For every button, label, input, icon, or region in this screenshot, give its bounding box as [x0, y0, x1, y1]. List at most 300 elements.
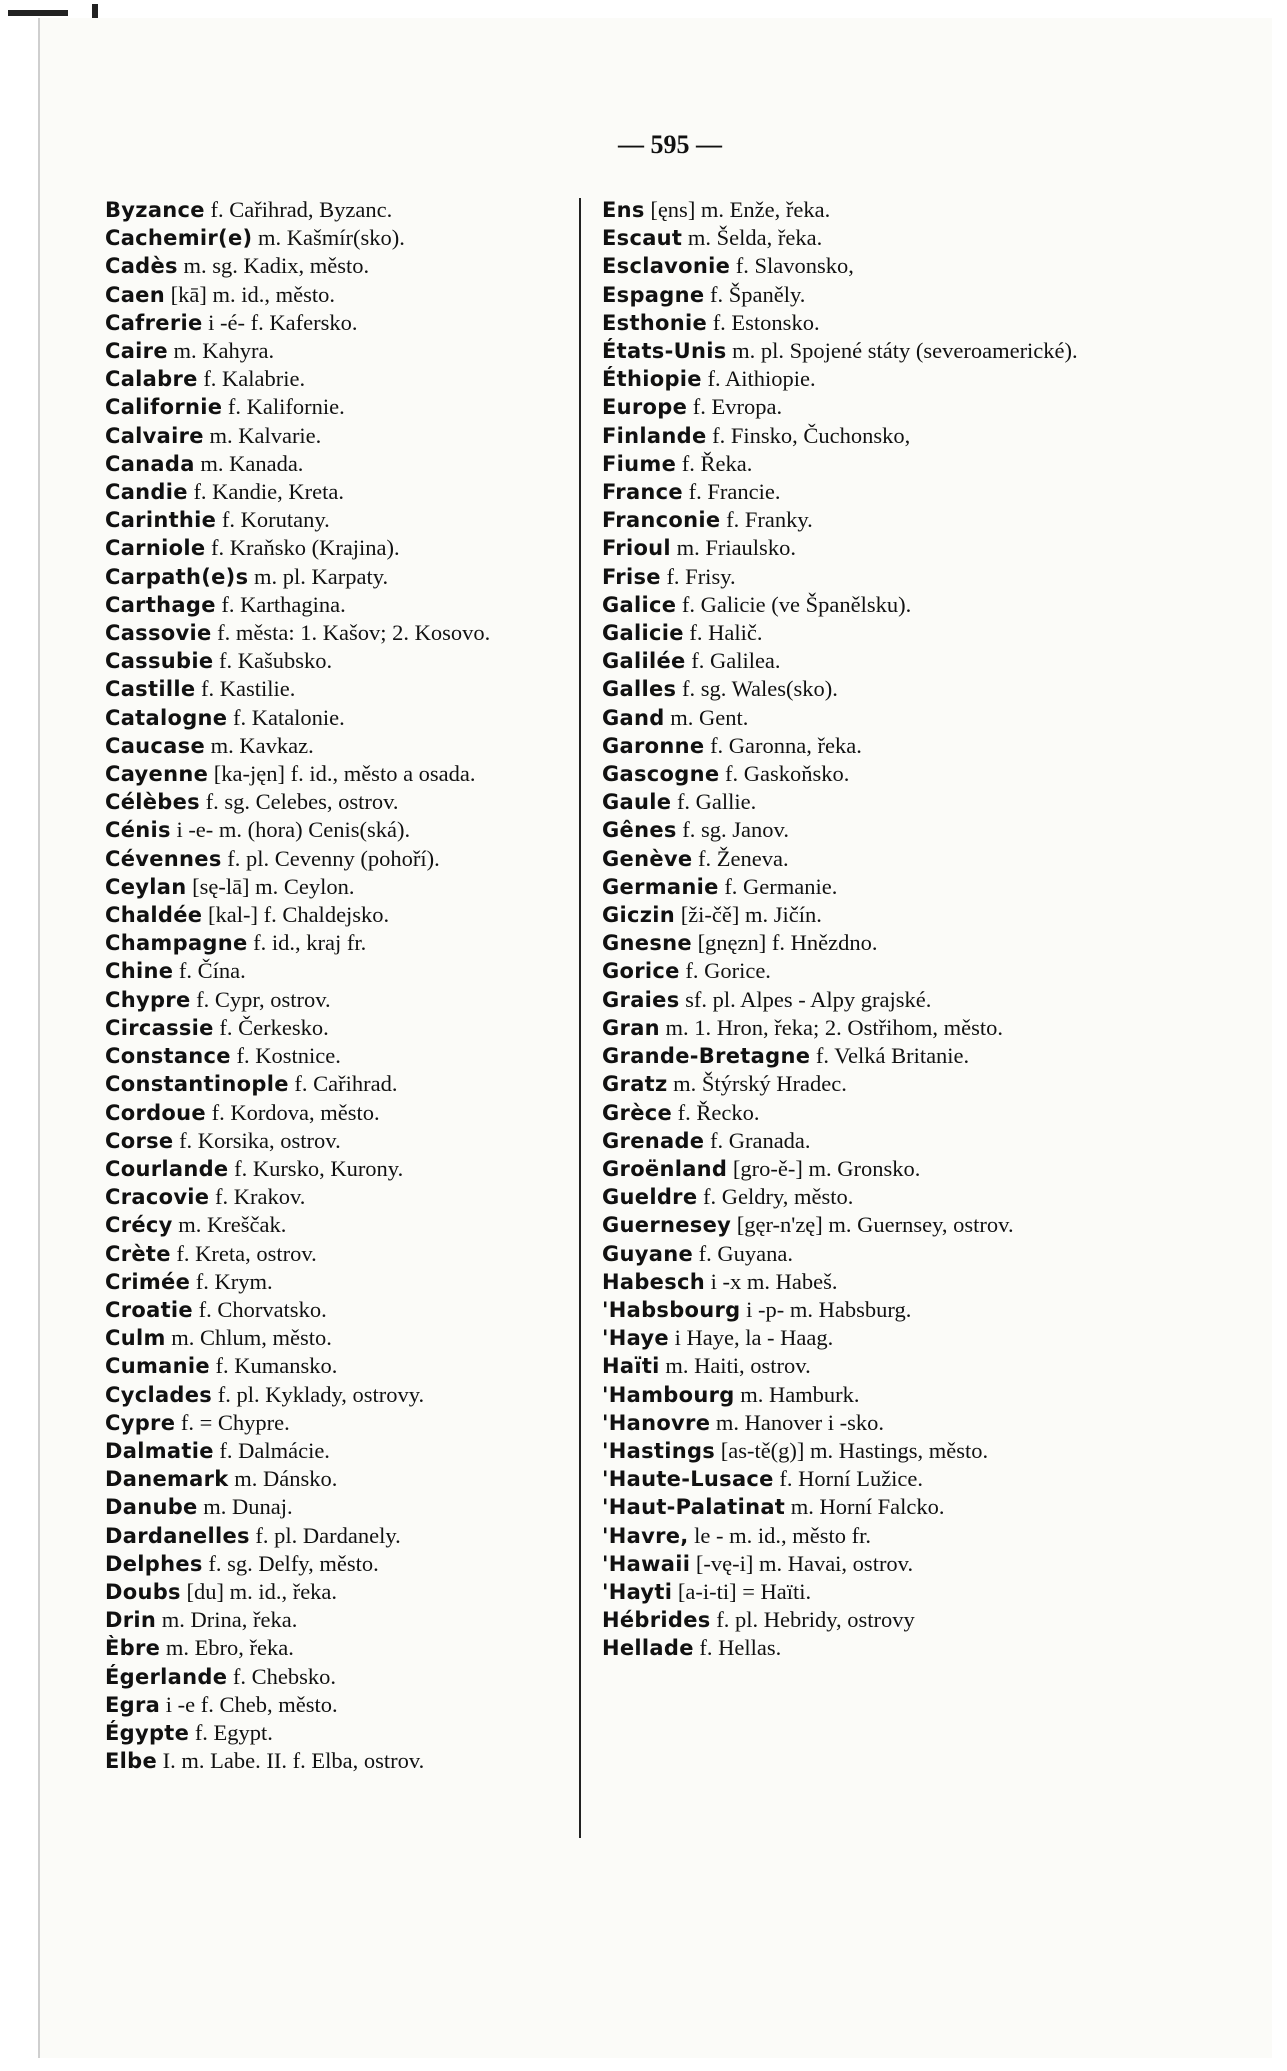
- entry-definition: f. Garonna, řeka.: [704, 732, 862, 758]
- entry-headword: Carthage: [105, 592, 216, 617]
- dictionary-entry: [602, 393, 1102, 421]
- entry-definition: [gęr-n'zę] m. Guernsey, ostrov.: [731, 1212, 1014, 1238]
- entry-definition: le - m. id., město fr.: [688, 1522, 872, 1548]
- entry-definition: f. Kandie, Kreta.: [187, 479, 344, 505]
- entry-headword: Chypre: [105, 987, 191, 1012]
- dictionary-entry: [602, 1155, 1102, 1183]
- entry-definition: i -e- m. (hora) Cenis(ská).: [170, 817, 411, 843]
- entry-definition: i Haye, la - Haag.: [668, 1325, 834, 1351]
- dictionary-entry: [602, 1042, 1102, 1070]
- entry-headword: Chine: [105, 959, 174, 984]
- entry-headword: Èbre: [105, 1636, 161, 1661]
- entry-headword: 'Haute-Lusace: [602, 1467, 774, 1492]
- dictionary-entry: [602, 732, 1102, 760]
- entry-headword: Corse: [105, 1128, 174, 1153]
- entry-headword: Doubs: [105, 1579, 181, 1604]
- dictionary-entry: [105, 1634, 595, 1662]
- entry-definition: f. pl. Dardanely.: [249, 1522, 401, 1548]
- entry-headword: Galicie: [602, 621, 684, 646]
- entry-definition: f. Kreta, ostrov.: [170, 1240, 317, 1266]
- entry-headword: 'Hayti: [602, 1579, 673, 1604]
- dictionary-entry: [602, 873, 1102, 901]
- entry-headword: Cordoue: [105, 1100, 206, 1125]
- dictionary-entry: [105, 1183, 595, 1211]
- entry-definition: m. Gent.: [664, 704, 749, 730]
- entry-definition: f. sg. Wales(sko).: [676, 676, 838, 702]
- entry-definition: f. Francie.: [682, 479, 781, 505]
- entry-definition: f. Řecko.: [672, 1099, 760, 1125]
- dictionary-entry: [602, 1099, 1102, 1127]
- dictionary-entry: [105, 1127, 595, 1155]
- entry-definition: m. Friaulsko.: [670, 535, 796, 561]
- dictionary-entry: [105, 1437, 595, 1465]
- entry-headword: Champagne: [105, 931, 248, 956]
- entry-definition: f. Kraňsko (Krajina).: [205, 535, 400, 561]
- dictionary-entry: [105, 1550, 595, 1578]
- entry-headword: Dalmatie: [105, 1438, 214, 1463]
- entry-definition: f. Kalabrie.: [197, 366, 306, 392]
- entry-definition: I. m. Labe. II. f. Elba, ostrov.: [157, 1748, 425, 1774]
- entry-definition: [a-i-ti] = Haïti.: [672, 1578, 812, 1604]
- dictionary-entry: [602, 901, 1102, 929]
- entry-definition: i -é- f. Kafersko.: [202, 309, 358, 335]
- entry-definition: [du] m. id., řeka.: [180, 1578, 338, 1604]
- dictionary-entry: [105, 422, 595, 450]
- entry-headword: Graies: [602, 987, 680, 1012]
- dictionary-entry: [105, 1211, 595, 1239]
- entry-headword: 'Hawaii: [602, 1551, 691, 1576]
- entry-definition: m. Chlum, město.: [165, 1325, 332, 1351]
- entry-headword: Franconie: [602, 508, 721, 533]
- dictionary-entry: [105, 986, 595, 1014]
- dictionary-entry: [105, 534, 595, 562]
- dictionary-entry: [105, 224, 595, 252]
- entry-headword: Carinthie: [105, 508, 217, 533]
- entry-headword: États-Unis: [602, 339, 727, 364]
- dictionary-entry: [602, 1324, 1102, 1352]
- entry-headword: Canada: [105, 451, 195, 476]
- dictionary-entry: [602, 986, 1102, 1014]
- dictionary-entry: [105, 337, 595, 365]
- dictionary-entry: [602, 1522, 1102, 1550]
- dictionary-entry: [105, 1522, 595, 1550]
- entry-headword: Danube: [105, 1495, 198, 1520]
- entry-headword: 'Haut-Palatinat: [602, 1495, 786, 1520]
- dictionary-entry: [105, 704, 595, 732]
- entry-definition: f. Hellas.: [693, 1635, 782, 1661]
- dictionary-entry: [105, 1606, 595, 1634]
- entry-definition: f. Korsika, ostrov.: [173, 1127, 341, 1153]
- dictionary-entry: [602, 1634, 1102, 1662]
- entry-definition: f. Slavonsko,: [730, 253, 854, 279]
- entry-definition: m. Drina, řeka.: [156, 1607, 298, 1633]
- entry-headword: Escaut: [602, 226, 683, 251]
- dictionary-entry: [602, 957, 1102, 985]
- dictionary-entry: [105, 788, 595, 816]
- entry-headword: Esthonie: [602, 310, 708, 335]
- entry-definition: i -p- m. Habsburg.: [740, 1296, 912, 1322]
- dictionary-entry: [105, 1296, 595, 1324]
- dictionary-entry: [602, 252, 1102, 280]
- entry-headword: Drin: [105, 1608, 157, 1633]
- dictionary-entry: [602, 591, 1102, 619]
- entry-headword: Finlande: [602, 423, 707, 448]
- entry-definition: i -e f. Cheb, město.: [160, 1691, 338, 1717]
- entry-headword: Dardanelles: [105, 1523, 250, 1548]
- dictionary-entry: [602, 1578, 1102, 1606]
- page-number: — 595 —: [618, 130, 722, 159]
- entry-definition: f. Kordova, město.: [205, 1099, 380, 1125]
- entry-headword: Gênes: [602, 818, 677, 843]
- entry-definition: f. id., kraj fr.: [247, 930, 367, 956]
- entry-headword: Cumanie: [105, 1354, 210, 1379]
- entry-headword: Crécy: [105, 1213, 173, 1238]
- dictionary-entry: [105, 1268, 595, 1296]
- entry-definition: m. Haiti, ostrov.: [659, 1353, 811, 1379]
- dictionary-entry: [105, 901, 595, 929]
- dictionary-entry: [602, 365, 1102, 393]
- dictionary-entry: [602, 1465, 1102, 1493]
- dictionary-entry: [602, 1550, 1102, 1578]
- entry-definition: f. Kastilie.: [195, 676, 296, 702]
- entry-headword: Habesch: [602, 1269, 706, 1294]
- entry-headword: Croatie: [105, 1297, 193, 1322]
- dictionary-entry: [105, 281, 595, 309]
- dictionary-entry: [105, 1719, 595, 1747]
- entry-headword: Caucase: [105, 733, 205, 758]
- entry-headword: 'Hambourg: [602, 1382, 735, 1407]
- entry-headword: Cachemir(e): [105, 226, 253, 251]
- dictionary-entry: [105, 1155, 595, 1183]
- entry-definition: f. Galilea.: [685, 648, 781, 674]
- entry-headword: Grèce: [602, 1100, 673, 1125]
- entry-definition: f. Kalifornie.: [222, 394, 345, 420]
- dictionary-entry: [602, 760, 1102, 788]
- entry-headword: Gorice: [602, 959, 680, 984]
- entry-headword: Crète: [105, 1241, 171, 1266]
- entry-definition: f. Estonsko.: [707, 309, 820, 335]
- dictionary-entry: [105, 1014, 595, 1042]
- entry-definition: m. Ebro, řeka.: [160, 1635, 294, 1661]
- dictionary-entry: [105, 845, 595, 873]
- dictionary-entry: [602, 1014, 1102, 1042]
- entry-definition: m. pl. Spojené státy (severoamerické).: [726, 338, 1078, 364]
- entry-definition: i -x m. Habeš.: [705, 1268, 838, 1294]
- entry-definition: f. Karthagina.: [215, 591, 346, 617]
- entry-headword: Galice: [602, 592, 677, 617]
- dictionary-entry: [105, 1409, 595, 1437]
- entry-headword: Californie: [105, 395, 223, 420]
- dictionary-entry: [602, 788, 1102, 816]
- entry-definition: f. Čína.: [173, 958, 246, 984]
- dictionary-entry: [602, 337, 1102, 365]
- dictionary-entry: [105, 816, 595, 844]
- dictionary-entry: [105, 309, 595, 337]
- entry-definition: m. pl. Karpaty.: [248, 563, 389, 589]
- entry-definition: f. Horní Lužice.: [773, 1466, 924, 1492]
- dictionary-entry: [602, 1211, 1102, 1239]
- dictionary-entry: [105, 873, 595, 901]
- dictionary-entry: [602, 1183, 1102, 1211]
- entry-definition: f. Gorice.: [679, 958, 771, 984]
- entry-headword: Europe: [602, 395, 688, 420]
- entry-definition: m. Kalvarie.: [203, 422, 322, 448]
- dictionary-entry: [105, 929, 595, 957]
- entry-headword: Cénis: [105, 818, 171, 843]
- dictionary-entry: [602, 845, 1102, 873]
- entry-headword: Cassovie: [105, 621, 212, 646]
- entry-definition: f. pl. Cevenny (pohoří).: [221, 845, 440, 871]
- entry-headword: Esclavonie: [602, 254, 731, 279]
- dictionary-entry: [602, 1606, 1102, 1634]
- entry-definition: [as-tě(g)] m. Hastings, město.: [715, 1437, 989, 1463]
- entry-headword: Cyclades: [105, 1382, 213, 1407]
- entry-headword: Giczin: [602, 903, 676, 928]
- entry-headword: Gratz: [602, 1072, 668, 1097]
- entry-headword: Genève: [602, 846, 693, 871]
- entry-headword: Gand: [602, 705, 665, 730]
- entry-headword: Hébrides: [602, 1608, 711, 1633]
- dictionary-entry: [105, 478, 595, 506]
- entry-definition: m. Šelda, řeka.: [682, 225, 823, 251]
- entry-definition: f. Aithiopie.: [701, 366, 816, 392]
- entry-headword: Circassie: [105, 1015, 214, 1040]
- entry-definition: f. Germanie.: [718, 873, 838, 899]
- entry-definition: f. Evropa.: [687, 394, 783, 420]
- entry-definition: f. Řeka.: [676, 450, 753, 476]
- entry-definition: f. Katalonie.: [227, 704, 345, 730]
- entry-definition: [ęns] m. Enže, řeka.: [644, 197, 831, 222]
- entry-headword: Cracovie: [105, 1185, 210, 1210]
- entry-headword: Caen: [105, 282, 165, 307]
- entry-headword: Delphes: [105, 1551, 203, 1576]
- entry-headword: Cévennes: [105, 846, 222, 871]
- entry-headword: Cypre: [105, 1410, 176, 1435]
- dictionary-entry: [602, 1127, 1102, 1155]
- dictionary-entry: [602, 1409, 1102, 1437]
- entry-definition: f. Korutany.: [216, 507, 330, 533]
- entry-definition: f. Geldry, město.: [697, 1184, 854, 1210]
- entry-definition: f. Gaskoňsko.: [719, 761, 850, 787]
- entry-definition: f. Kašubsko.: [213, 648, 333, 674]
- entry-headword: Cafrerie: [105, 310, 203, 335]
- dictionary-entry: [105, 1070, 595, 1098]
- dictionary-entry: [602, 450, 1102, 478]
- entry-definition: f. Dalmácie.: [213, 1437, 330, 1463]
- dictionary-entry: [602, 506, 1102, 534]
- entry-definition: f. Krym.: [190, 1268, 273, 1294]
- dictionary-entry: [602, 929, 1102, 957]
- dictionary-entry: [602, 816, 1102, 844]
- entry-definition: f. Finsko, Čuchonsko,: [706, 422, 911, 448]
- entry-definition: m. sg. Kadix, město.: [177, 253, 370, 279]
- dictionary-entry: [105, 591, 595, 619]
- dictionary-entry: [105, 563, 595, 591]
- dictionary-entry: [602, 422, 1102, 450]
- dictionary-entry: [105, 196, 595, 224]
- entry-definition: f. Cařihrad, Byzanc.: [204, 197, 393, 222]
- dictionary-entry: [105, 1042, 595, 1070]
- entry-headword: Gnesne: [602, 931, 692, 956]
- dictionary-entry: [602, 1352, 1102, 1380]
- entry-definition: m. 1. Hron, řeka; 2. Ostřihom, město.: [659, 1014, 1004, 1040]
- dictionary-entry: [105, 1240, 595, 1268]
- dictionary-entry: [105, 1691, 595, 1719]
- entry-definition: m. Dánsko.: [228, 1466, 338, 1492]
- entry-definition: m. Kanada.: [194, 450, 304, 476]
- left-column: [105, 196, 595, 1775]
- entry-definition: f. Galicie (ve Španělsku).: [676, 591, 912, 617]
- entry-definition: sf. pl. Alpes - Alpy grajské.: [679, 986, 932, 1012]
- entry-headword: Guernesey: [602, 1213, 732, 1238]
- entry-definition: f. pl. Kyklady, ostrovy.: [212, 1381, 425, 1407]
- entry-headword: Gran: [602, 1015, 660, 1040]
- entry-headword: Groënland: [602, 1156, 728, 1181]
- entry-definition: [kal-] f. Chaldejsko.: [202, 902, 390, 928]
- dictionary-entry: [105, 252, 595, 280]
- entry-definition: f. Guyana.: [693, 1240, 794, 1266]
- entry-headword: Égypte: [105, 1720, 190, 1745]
- entry-definition: m. Kašmír(sko).: [252, 225, 405, 251]
- entry-definition: [ka-jęn] f. id., město a osada.: [208, 761, 476, 787]
- entry-headword: 'Hastings: [602, 1438, 716, 1463]
- entry-headword: Gaule: [602, 790, 672, 815]
- entry-headword: Ceylan: [105, 874, 187, 899]
- entry-definition: f. Čerkesko.: [213, 1014, 329, 1040]
- dictionary-entry: [105, 393, 595, 421]
- dictionary-entry: [105, 1493, 595, 1521]
- entry-headword: Egra: [105, 1692, 161, 1717]
- dictionary-entry: [602, 1437, 1102, 1465]
- entry-definition: f. Krakov.: [209, 1184, 306, 1210]
- entry-headword: Garonne: [602, 733, 705, 758]
- dictionary-entry: [105, 1099, 595, 1127]
- entry-headword: Candie: [105, 480, 188, 505]
- entry-definition: f. Egypt.: [189, 1719, 273, 1745]
- dictionary-entry: [105, 1465, 595, 1493]
- dictionary-entry: [105, 1352, 595, 1380]
- dictionary-entry: [602, 224, 1102, 252]
- dictionary-entry: [105, 760, 595, 788]
- entry-headword: Grenade: [602, 1128, 705, 1153]
- dictionary-entry: [602, 309, 1102, 337]
- dictionary-entry: [105, 506, 595, 534]
- entry-headword: Guyane: [602, 1241, 694, 1266]
- entry-headword: Hellade: [602, 1636, 694, 1661]
- dictionary-entry: [602, 281, 1102, 309]
- dictionary-entry: [105, 1747, 595, 1775]
- entry-headword: France: [602, 480, 683, 505]
- entry-definition: f. sg. Delfy, město.: [202, 1550, 379, 1576]
- entry-definition: [gro-ě-] m. Gronsko.: [727, 1155, 921, 1181]
- entry-definition: m. Dunaj.: [197, 1494, 293, 1520]
- entry-definition: f. sg. Janov.: [676, 817, 789, 843]
- dictionary-entry: [105, 647, 595, 675]
- entry-definition: m. Kahyra.: [167, 338, 275, 364]
- entry-headword: Cayenne: [105, 762, 209, 787]
- dictionary-entry: [602, 704, 1102, 732]
- entry-headword: Calabre: [105, 367, 198, 392]
- entry-definition: f. Chorvatsko.: [192, 1296, 327, 1322]
- entry-headword: Culm: [105, 1326, 166, 1351]
- entry-definition: [sę-lā] m. Ceylon.: [186, 873, 355, 899]
- entry-headword: Cassubie: [105, 649, 214, 674]
- entry-headword: Byzance: [105, 198, 205, 222]
- dictionary-entry: [602, 1268, 1102, 1296]
- entry-definition: [kā] m. id., město.: [164, 281, 335, 307]
- entry-headword: Égerlande: [105, 1664, 228, 1689]
- entry-headword: Célèbes: [105, 790, 200, 815]
- entry-headword: Galilée: [602, 649, 686, 674]
- dictionary-entry: [105, 675, 595, 703]
- entry-headword: Catalogne: [105, 705, 228, 730]
- entry-headword: Constantinople: [105, 1072, 289, 1097]
- dictionary-entry: [105, 450, 595, 478]
- entry-headword: 'Habsbourg: [602, 1297, 741, 1322]
- dictionary-entry: [602, 1070, 1102, 1098]
- dictionary-entry: [602, 534, 1102, 562]
- entry-definition: m. Štýrský Hradec.: [667, 1071, 847, 1097]
- dictionary-entry: [602, 647, 1102, 675]
- entry-headword: Caire: [105, 339, 168, 364]
- dictionary-entry: [602, 619, 1102, 647]
- entry-definition: m. Horní Falcko.: [785, 1494, 945, 1520]
- entry-headword: Ens: [602, 198, 645, 222]
- entry-definition: f. Halič.: [683, 620, 763, 646]
- entry-definition: f. Kostnice.: [230, 1043, 341, 1069]
- dictionary-entry: [602, 563, 1102, 591]
- entry-headword: Fiume: [602, 451, 677, 476]
- dictionary-entry: [602, 675, 1102, 703]
- entry-headword: Espagne: [602, 282, 705, 307]
- entry-headword: Gueldre: [602, 1185, 698, 1210]
- dictionary-entry: [602, 478, 1102, 506]
- entry-definition: [gnęzn] f. Hnězdno.: [691, 930, 878, 956]
- entry-definition: f. Franky.: [720, 507, 813, 533]
- entry-definition: f. Chebsko.: [227, 1663, 337, 1689]
- dictionary-entry: [602, 196, 1102, 224]
- dictionary-entry: [602, 1296, 1102, 1324]
- entry-definition: m. Kreščak.: [172, 1212, 287, 1238]
- dictionary-entry: [105, 1663, 595, 1691]
- dictionary-entry: [105, 365, 595, 393]
- column-divider: [579, 198, 581, 1838]
- entry-definition: m. Hanover i -sko.: [710, 1409, 884, 1435]
- entry-headword: Calvaire: [105, 423, 204, 448]
- entry-definition: f. Španěly.: [704, 281, 806, 307]
- entry-headword: Haïti: [602, 1354, 660, 1379]
- entry-definition: f. Cařihrad.: [288, 1071, 398, 1097]
- dictionary-entry: [105, 732, 595, 760]
- entry-headword: Elbe: [105, 1749, 158, 1774]
- dictionary-entry: [602, 1493, 1102, 1521]
- dictionary-entry: [602, 1240, 1102, 1268]
- entry-headword: Germanie: [602, 874, 719, 899]
- entry-headword: Cadès: [105, 254, 178, 279]
- dictionary-entry: [105, 619, 595, 647]
- entry-definition: f. = Chypre.: [175, 1409, 290, 1435]
- entry-headword: Éthiopie: [602, 367, 702, 392]
- entry-definition: f. Kursko, Kurony.: [228, 1155, 404, 1181]
- entry-headword: Carniole: [105, 536, 206, 561]
- entry-headword: Galles: [602, 677, 677, 702]
- entry-definition: f. pl. Hebridy, ostrovy: [710, 1607, 915, 1633]
- entry-headword: Constance: [105, 1044, 231, 1069]
- entry-definition: f. města: 1. Kašov; 2. Kosovo.: [211, 620, 491, 646]
- entry-definition: f. Ženeva.: [692, 845, 789, 871]
- entry-definition: [ži-čě] m. Jičín.: [675, 902, 822, 928]
- entry-definition: m. Kavkaz.: [205, 732, 314, 758]
